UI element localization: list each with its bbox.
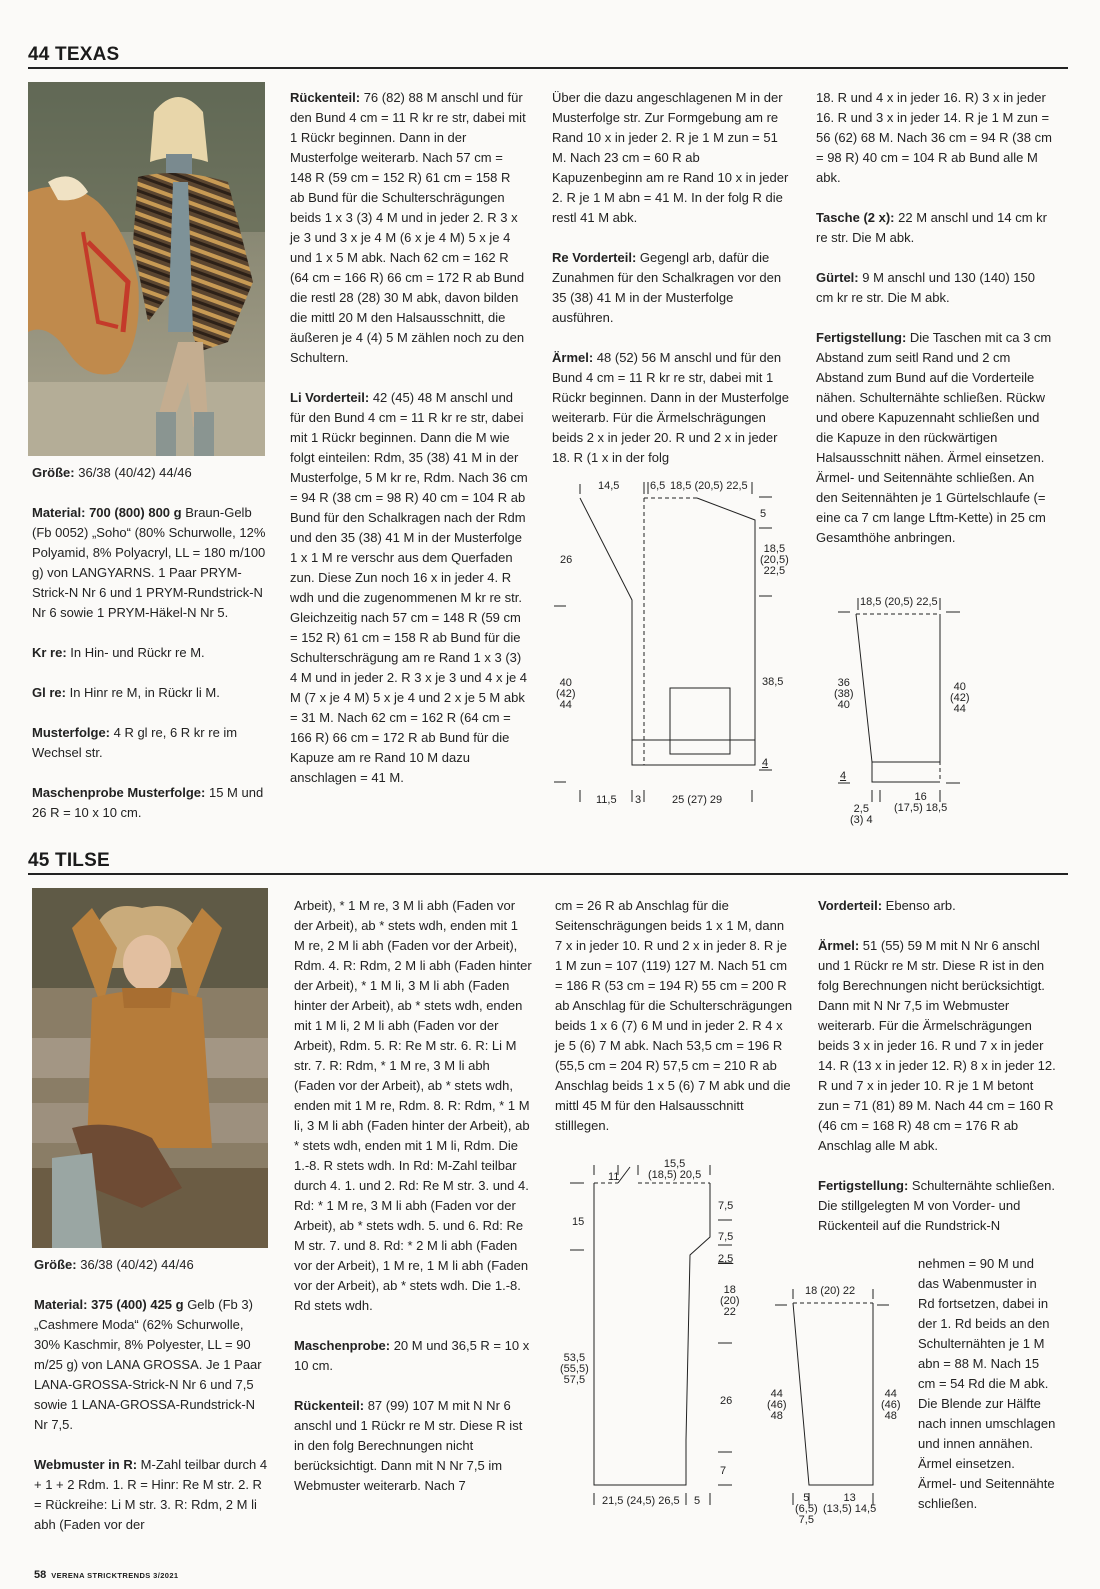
dim-label: 11,5 xyxy=(596,794,617,806)
tilse-col-4-wrap: nehmen = 90 M und das Wabenmuster in Rd fortsetzen, dabei in der 1. Rd beids an den Schulternähten je 1 M abn = 88 M. Nach 15 cm = 54 Rd die M abk. Die Blende zur Hälfte nach innen umschlagen und innen annähen. Ärmel einsetzen. Ärmel- und Seitennähte schließen. xyxy=(918,1256,1056,1511)
paragraph-text: Arbeit), * 1 M re, 3 M li abh (Faden vor der Arbeit), ab * stets wdh, enden mit 1 M re, 2 M li abh (Faden vor der Arbeit), Rdm. 4. R: Rdm, 2 M li abh (Faden hinter der Arbeit), * 1 M li, 3 M li abh (Faden hinter der Arbeit), ab * stets wdh, enden mit 1 M li, 2 M li abh (Faden vor der Arbeit), Rdm. 5. R: Re M str. 6. R: Li M str. 7. R: Rdm, * 1 M re, 3 M li abh (Faden vor der Arbeit), ab * stets wdh, enden mit 1 M re, Rdm. 8. R: Rdm, * 1 M li, 3 M li abh (Faden hinter der Arbeit), ab * stets wdh, enden mit 1 M li, Rdm. Die 1.-8. R stets wdh. In Rd: M-Zahl teilbar durch 4. 1. und 2. Rd: Re M str. 3. und 4. Rd: * 1 M re, 3 M li abh (Faden vor der Arbeit), ab * stets wdh. 5. und 6. Rd: Re M str. 7. und 8. Rd: * 2 M li abh (Faden vor der Arbeit), 1 M re, 1 M li abh (Faden vor der Arbeit), ab * stets wdh. Die 1.-8. Rd stets wdh. xyxy=(294,898,532,1313)
texas-sleeve-schematic xyxy=(832,590,972,835)
page-footer xyxy=(34,1569,179,1581)
dim-label: 44 (46) 48 xyxy=(767,1388,787,1422)
paragraph-text: Über die dazu angeschlagenen M in der Musterfolge str. Zur Formgebung am re Rand 10 x in jeder 2. R je 1 M zun = 51 M. Nach 23 cm = 60 R ab Kapuzenbeginn am re Rand 10 x in jeder 2. R je 1 M abn = 41 M. In der folg R die restl 41 M abk. xyxy=(552,90,789,225)
paragraph xyxy=(818,896,1056,916)
paragraph xyxy=(818,1176,1056,1236)
paragraph xyxy=(32,783,268,823)
paragraph-heading: Musterfolge: xyxy=(32,725,110,740)
tilse-col-3 xyxy=(555,896,793,1156)
paragraph-text: 4 R gl re, 6 R kr re im Wechsel str. xyxy=(32,725,238,760)
dim-label: 18,5 (20,5) 22,5 xyxy=(860,596,938,608)
paragraph-text: M-Zahl teilbar durch 4 + 1 + 2 Rdm. 1. R = Hinr: Re M str. 2. R = Rückreihe: Li M str. 3. R: Rdm, 2 M li abh (Faden vor der xyxy=(34,1457,268,1532)
page-number: 58 xyxy=(34,1569,47,1581)
paragraph-heading: Tasche (2 x): xyxy=(816,210,895,225)
paragraph-heading: Fertigstellung: xyxy=(816,330,907,345)
paragraph xyxy=(555,896,793,1136)
dim-label: 25 (27) 29 xyxy=(672,794,723,806)
paragraph xyxy=(294,1396,532,1496)
paragraph-heading: Größe: xyxy=(32,465,75,480)
tilse-body-schematic xyxy=(558,1155,748,1535)
paragraph xyxy=(816,328,1054,548)
paragraph-heading: Material: 375 (400) 425 g xyxy=(34,1297,184,1312)
paragraph-heading: Gl re: xyxy=(32,685,66,700)
paragraph-text: Ebenso arb. xyxy=(882,898,956,913)
paragraph xyxy=(32,503,268,623)
texas-col-1 xyxy=(32,463,268,843)
paragraph xyxy=(816,88,1054,188)
texas-front-schematic xyxy=(552,470,802,815)
paragraph xyxy=(34,1455,270,1535)
section-rule xyxy=(28,67,1068,69)
tilse-col-4 xyxy=(818,896,1056,1256)
dim-label: 21,5 (24,5) 26,5 xyxy=(602,1495,680,1507)
paragraph-text: 51 (55) 59 M mit N Nr 6 anschl und 1 Rückr re M str. Diese R ist in den folg Berechnungen nicht berücksichtigt. Dann mit N Nr 7,5 im Webmuster weiterarb. Für die Ärmelschrägungen beids 3 x in jeder 16. R und 7 x in jeder 14. R (13 x in jeder 12. R) 8 x in jeder 12. R und 7 x in jeder 10. R je 1 M betont zun = 71 (81) 89 M. Nach 44 cm = 160 R (46 cm = 168 R) 48 cm = 176 R ab Anschlag alle M abk. xyxy=(818,938,1056,1153)
dim-label: 16 (17,5) 18,5 xyxy=(894,791,948,814)
paragraph xyxy=(552,88,790,228)
tilse-col-1 xyxy=(34,1255,270,1555)
paragraph xyxy=(816,268,1054,308)
dim-label: 5 (6,5) 7,5 xyxy=(795,1492,818,1526)
paragraph-heading: Maschenprobe: xyxy=(294,1338,391,1353)
paragraph-text: 42 (45) 48 M anschl und für den Bund 4 cm = 11 R kr re str, dabei mit 1 Rückr beginnen. Dann die M wie folgt einteilen: Rdm, 35 (38) 41 M in der Musterfolge, 5 M kr re, Rdm. Nach 36 cm = 94 R (38 cm = 98 R) 40 cm = 104 R ab Bund für den Schalkragen nach der Rdm und den 35 (38) 41 M in der Musterfolge 1 x 1 M re verschr aus dem Querfaden zun. Diese Zun noch 16 x in jeder 4. R wdh und die zugenommenen M kr re str. Gleichzeitig nach 57 cm = 148 R (59 cm = 152 R) 61 cm = 158 R ab Bund für die Schulterschrägung am re Rand 1 x 3 (3) 4 M und in jeder 2. R 3 x je 3 und 4 x je 4 M (7 x je 4 M) 5 x je 4 und 2 x je 5 M abk = 31 M. Nach 62 cm = 162 R (64 cm = 166 R) 66 cm = 172 R ab Bund für die Kapuze am re Rand 10 M dazu anschlagen = 41 M. xyxy=(290,390,528,785)
dim-label: 40 (42) 44 xyxy=(556,677,576,711)
paragraph-text: 36/38 (40/42) 44/46 xyxy=(74,465,192,480)
dim-label: 7 xyxy=(720,1465,727,1477)
dim-label: 6,5 xyxy=(650,480,666,492)
paragraph xyxy=(552,248,790,328)
texas-col-3 xyxy=(552,88,790,488)
section-title-tilse: 45 TILSE xyxy=(28,850,110,871)
paragraph xyxy=(552,348,790,468)
paragraph-heading: Material: 700 (800) 800 g xyxy=(32,505,182,520)
dim-label: 18,5 (20,5) 22,5 xyxy=(670,480,748,492)
paragraph-text: Gelb (Fb 3) „Cashmere Moda“ (62% Schurwolle, 30% Kaschmir, 8% Polyester, LL = 90 m/25 g) von LANA GROSSA. Je 1 Paar LANA-GROSSA-Strick-N Nr 6 und 7,5 sowie 1 LANA-GROSSA-Rundstrick-N Nr 7,5. xyxy=(34,1297,262,1432)
paragraph-heading: Gürtel: xyxy=(816,270,859,285)
section-title-texas: 44 TEXAS xyxy=(28,44,120,65)
paragraph-text: 9 M anschl und 130 (140) 150 cm kr re str. Die M abk. xyxy=(816,270,1035,305)
paragraph-text: 48 (52) 56 M anschl und für den Bund 4 cm = 11 R kr re str, dabei mit 1 Rückr beginnen. Dann in der Musterfolge weiterarb. Für die Ärmelschrägungen beids 2 x in jeder 20. R und 2 x in jeder 18. R (1 x in der folg xyxy=(552,350,790,465)
paragraph-text: 76 (82) 88 M anschl und für den Bund 4 cm = 11 R kr re str, dabei mit 1 Rückr beginnen. Dann in der Musterfolge weiterarb. Nach 57 cm = 148 R (59 cm = 152 R) 61 cm = 158 R ab Bund für die Schulterschrägungen beids 1 x 3 (3) 4 M und in jeder 2. R 3 x je 3 und 3 x je 4 M (6 x je 4 M) 5 x je 4 und 1 x 5 M abk. Nach 62 cm = 162 R (64 cm = 166 R) 66 cm = 172 R ab Bund die restl 28 (28) 30 M abk, davon bilden die mittl 20 M den Halsausschnitt, die äußeren je 4 (4) 5 M zählen noch zu den Schultern. xyxy=(290,90,526,365)
dim-label: 7,5 xyxy=(718,1231,734,1243)
paragraph-text: In Hin- und Rückr re M. xyxy=(66,645,205,660)
dim-label: 38,5 xyxy=(762,676,784,688)
dim-label: 2,5 xyxy=(718,1253,734,1265)
paragraph-text: Gegengl arb, dafür die Zunahmen für den Schalkragen vor den 35 (38) 41 M in der Musterfolge ausführen. xyxy=(552,250,782,325)
paragraph xyxy=(818,936,1056,1156)
dim-label: 40 (42) 44 xyxy=(950,681,970,715)
paragraph-heading: Fertigstellung: xyxy=(818,1178,909,1193)
paragraph xyxy=(816,208,1054,248)
paragraph-text: 18. R und 4 x in jeder 16. R) 3 x in jeder 16. R und 3 x in jeder 14. R je 1 M zun = 56 (62) 68 M. Nach 36 cm = 94 R (38 cm = 98 R) 40 cm = 104 R ab Bund alle M abk. xyxy=(816,90,1052,185)
paragraph xyxy=(32,683,268,703)
paragraph-text: In Hinr re M, in Rückr li M. xyxy=(65,685,220,700)
dim-label: 18 (20) 22 xyxy=(805,1285,856,1297)
paragraph-text: Die Taschen mit ca 3 cm Abstand zum seitl Rand und 2 cm Abstand zum Bund auf die Vorderteile nähen. Schulternähte schließen. Rückw und obere Kapuzennaht schließen und die Kapuze in den rückwärtigen Halsausschnitt nähen. Ärmel einsetzen. Ärmel- und Seitennähte schließen. An den Seitennähten je 1 Gürtelschlaufe (= eine ca 7 cm lange Lftm-Kette) in 25 cm Gesamthöhe anbringen. xyxy=(816,330,1052,545)
tilse-col-2 xyxy=(294,896,532,1516)
dim-label: 4 xyxy=(762,757,769,769)
paragraph-heading: Re Vorderteil: xyxy=(552,250,637,265)
dim-label: 26 xyxy=(560,554,573,566)
dim-label: 3 xyxy=(635,794,642,806)
dim-label: 18 (20) 22 xyxy=(720,1284,740,1318)
texas-col-2 xyxy=(290,88,528,808)
paragraph xyxy=(32,463,268,483)
paragraph xyxy=(34,1255,270,1275)
paragraph xyxy=(32,643,268,663)
dim-label: 11 xyxy=(608,1171,620,1183)
dim-label: 15,5 (18,5) 20,5 xyxy=(648,1158,702,1181)
paragraph-heading: Ärmel: xyxy=(552,350,594,365)
section-rule xyxy=(28,873,1068,875)
paragraph-text: Braun-Gelb (Fb 0052) „Soho“ (80% Schurwolle, 12% Polyamid, 8% Polyacryl, LL = 180 m/100 g) von LANGYARNS. 1 Paar PRYM-Strick-N Nr 6 und 1 PRYM-Rundstrick-N Nr 6 sowie 1 PRYM-Häkel-N Nr 5. xyxy=(32,505,266,620)
paragraph-text: cm = 26 R ab Anschlag für die Seitenschrägungen beids 1 x 1 M, dann 7 x in jeder 10. R und 2 x in jeder 8. R je 1 M zun = 107 (119) 127 M. Nach 51 cm = 186 R (53 cm = 194 R) 55 cm = 200 R ab Anschlag für die Schulterschrägungen beids 1 x 6 (7) 6 M und in jeder 2. R 4 x je 5 (6) 7 M abk. Nach 53,5 cm = 196 R (55,5 cm = 204 R) 57,5 cm = 210 R ab Anschlag beids 1 x 5 (6) 7 M abk und die mittl 45 M für den Halsausschnitt stilllegen. xyxy=(555,898,793,1133)
paragraph xyxy=(290,388,528,788)
tilse-photo xyxy=(32,888,268,1248)
texas-photo xyxy=(28,82,265,456)
texas-col-4 xyxy=(816,88,1054,568)
paragraph-heading: Kr re: xyxy=(32,645,67,660)
paragraph xyxy=(294,896,532,1316)
dim-label: 36 (38) 40 xyxy=(834,677,854,711)
paragraph-text: 36/38 (40/42) 44/46 xyxy=(76,1257,194,1272)
paragraph-heading: Maschenprobe Musterfolge: xyxy=(32,785,206,800)
dim-label: 5 xyxy=(760,508,767,520)
dim-label: 13 (13,5) 14,5 xyxy=(823,1492,877,1515)
paragraph-heading: Größe: xyxy=(34,1257,77,1272)
dim-label: 53,5 (55,5) 57,5 xyxy=(560,1352,589,1386)
paragraph-heading: Vorderteil: xyxy=(818,898,883,913)
dim-label: 18,5 (20,5) 22,5 xyxy=(760,543,789,577)
paragraph-heading: Rückenteil: xyxy=(290,90,361,105)
paragraph xyxy=(34,1295,270,1435)
dim-label: 4 xyxy=(840,770,847,782)
tilse-sleeve-schematic xyxy=(765,1285,915,1550)
dim-label: 44 (46) 48 xyxy=(881,1388,901,1422)
dim-label: 14,5 xyxy=(598,480,620,492)
paragraph-text: 22 M anschl und 14 cm kr re str. Die M abk. xyxy=(816,210,1047,245)
paragraph xyxy=(32,723,268,763)
paragraph xyxy=(290,88,528,368)
paragraph-heading: Li Vorderteil: xyxy=(290,390,370,405)
paragraph-heading: Ärmel: xyxy=(818,938,860,953)
paragraph-text: Schulternähte schließen. Die stillgelegten M von Vorder- und Rückenteil auf die Rundstrick-N xyxy=(818,1178,1055,1233)
paragraph-heading: Rückenteil: xyxy=(294,1398,365,1413)
paragraph-heading: Webmuster in R: xyxy=(34,1457,138,1472)
dim-label: 26 xyxy=(720,1395,733,1407)
magazine-name: VERENA STRICKTRENDS 3/2021 xyxy=(51,1571,179,1580)
dim-label: 7,5 xyxy=(718,1200,734,1212)
dim-label: 5 xyxy=(694,1495,701,1507)
dim-label: 15 xyxy=(572,1216,585,1228)
paragraph-text: 15 M und 26 R = 10 x 10 cm. xyxy=(32,785,264,820)
paragraph-text: 20 M und 36,5 R = 10 x 10 cm. xyxy=(294,1338,530,1373)
paragraph-text: 87 (99) 107 M mit N Nr 6 anschl und 1 Rückr re M str. Diese R ist in den folg Berechnungen nicht berücksichtigt. Dann mit N Nr 7,5 im Webmuster weiterarb. Nach 7 xyxy=(294,1398,523,1493)
paragraph xyxy=(294,1336,532,1376)
dim-label: 2,5 (3) 4 xyxy=(850,803,873,826)
